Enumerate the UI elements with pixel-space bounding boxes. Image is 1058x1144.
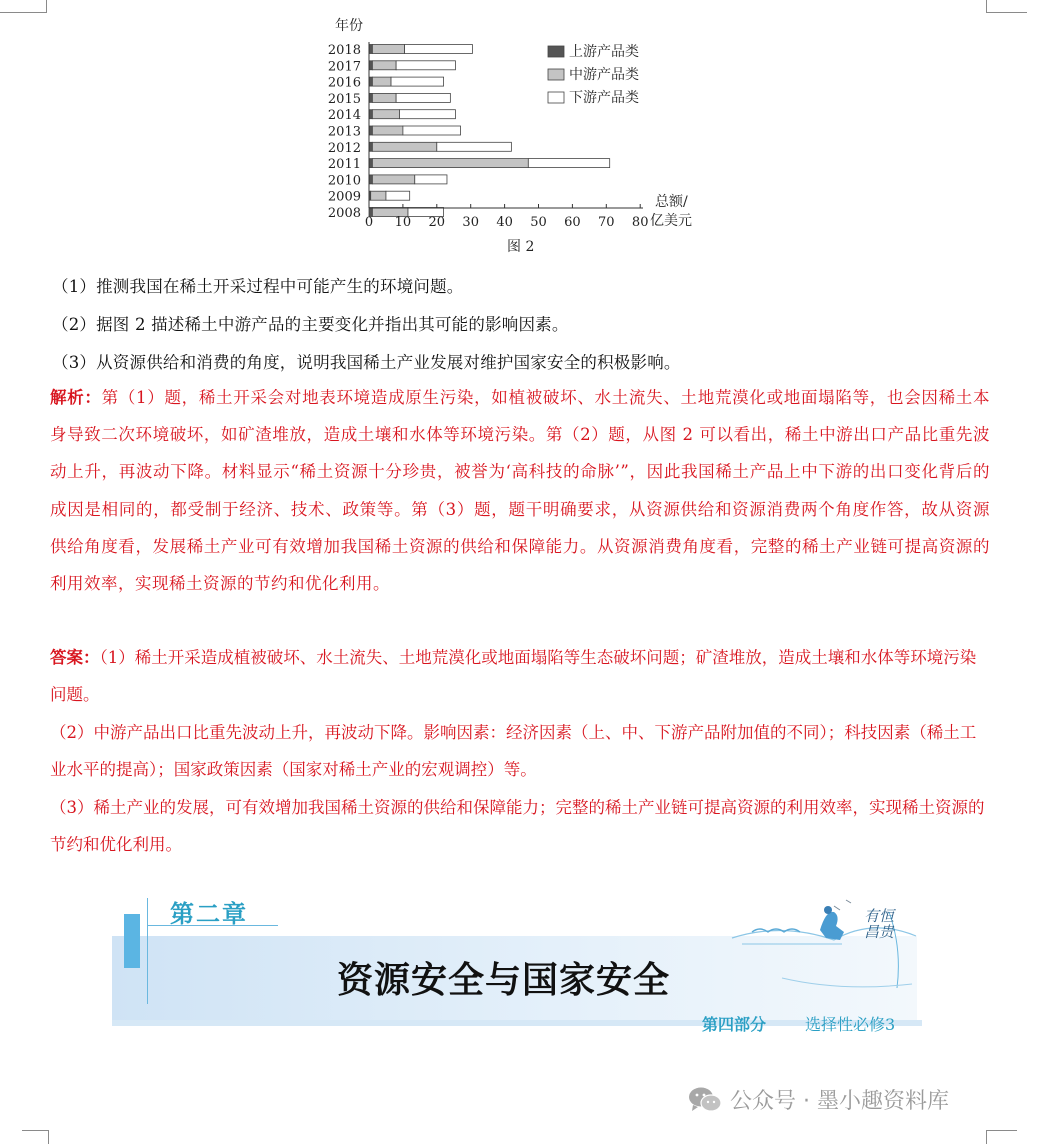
legend-label: 下游产品类 (569, 90, 639, 106)
year-tick-label: 2012 (327, 140, 361, 156)
answer-1 (50, 639, 990, 713)
analysis-label: 解析： (50, 388, 102, 407)
x-axis-label-line2: 亿美元 (650, 213, 692, 229)
year-tick-label: 2018 (327, 43, 361, 58)
bar-segment-3 (528, 159, 609, 168)
crop-mark-top-right (986, 0, 1027, 13)
bar-segment-2 (372, 126, 403, 135)
bar-segment-1 (369, 126, 372, 135)
x-tick-label: 10 (394, 215, 412, 230)
reading-figure-illustration (722, 888, 922, 998)
bar-segment-1 (369, 175, 372, 184)
chart-legend (548, 43, 639, 106)
question-2: （2）据图 2 描述稀土中游产品的主要变化并指出其可能的影响因素。 (52, 315, 569, 334)
export-bar-chart (325, 14, 725, 259)
crop-mark-top-left (0, 0, 47, 13)
banner-accent-block (124, 914, 140, 968)
x-tick-label: 70 (598, 215, 615, 230)
bar-segment-2 (371, 191, 386, 200)
legend-label: 中游产品类 (569, 67, 639, 83)
answer-2: （2）中游产品出口比重先波动上升，再波动下降。影响因素：经济因素（上、中、下游产品附加值的不同）；科技因素（稀土工业水平的提高）；国家政策因素（国家对稀土产业的宏观调控）等。 (50, 723, 977, 779)
bar-segment-1 (369, 45, 372, 54)
x-axis-label-line1: 总额/ (655, 194, 688, 210)
year-tick-label: 2013 (327, 124, 361, 140)
bar-segment-2 (372, 77, 391, 86)
bar-segment-1 (369, 110, 372, 119)
wechat-icon (688, 1086, 722, 1114)
year-tick-label: 2009 (327, 189, 361, 205)
year-tick-label: 2017 (327, 59, 361, 75)
bar-segment-2 (372, 61, 396, 70)
x-tick-label: 80 (631, 215, 649, 230)
legend-swatch (548, 92, 564, 103)
bar-segment-1 (369, 159, 372, 168)
crop-mark-bottom-left (22, 1130, 49, 1144)
bar-segment-2 (372, 142, 436, 151)
bar-segment-2 (372, 175, 414, 184)
bar-segment-1 (369, 77, 372, 86)
chapter-title: 资源安全与国家安全 (337, 959, 671, 1001)
year-tick-label: 2016 (327, 75, 361, 91)
answer-label: 答案： (50, 648, 100, 667)
bar-segment-2 (372, 93, 396, 102)
y-axis-label: 年份 (335, 18, 363, 34)
bar-segment-3 (437, 142, 512, 151)
crop-mark-bottom-right (986, 1130, 1017, 1144)
book-label: 选择性必修3 (805, 1015, 896, 1034)
bar-segment-1 (369, 93, 372, 102)
chapter-label: 第二章 (170, 900, 248, 928)
x-tick-label: 50 (530, 215, 547, 230)
question-1: （1）推测我国在稀土开采过程中可能产生的环境问题。 (52, 277, 464, 296)
years-layer (328, 43, 361, 221)
watermark (688, 1084, 949, 1115)
x-tick-label: 30 (462, 215, 479, 230)
chapter-banner (112, 888, 922, 1034)
bar-segment-3 (415, 175, 447, 184)
bar-segment-1 (369, 61, 372, 70)
bar-segment-3 (396, 93, 450, 102)
x-tick-label: 20 (428, 215, 446, 230)
question-3: （3）从资源供给和消费的角度，说明我国稀土产业发展对维护国家安全的积极影响。 (52, 353, 681, 372)
chart-caption: 图 2 (507, 239, 535, 255)
legend-swatch (548, 69, 564, 80)
year-tick-label: 2010 (327, 173, 361, 189)
watermark-text: 公众号 · 墨小趣资料库 (730, 1089, 949, 1114)
bar-segment-2 (372, 45, 404, 54)
answer-1-text: （1）稀土开采造成植被破坏、水土流失、土地荒漠化或地面塌陷等生态破坏问题；矿渣堆放，造成土壤和水体等环境污染问题。 (50, 648, 977, 704)
analysis-text: 第（1）题，稀土开采会对地表环境造成原生污染，如植被破坏、水土流失、土地荒漠化或地面塌陷等，也会因稀土本身导致二次环境破坏，如矿渣堆放，造成土壤和水体等环境污染。第（2）题，从图 2 可以看出，稀土中游出口产品比重先波动上升，再波动下降。材料显示“稀土资源十分珍贵，被誉为‘高科技的命脉’”，因此我国稀土产品上中下游的出口变化背后的成因是相同的，都受制于经济、技术、政策等。第（3）题，题干明确要求，从资源供给和资源消费两个角度作答，故从资源供给角度看，发展稀土产业可有效增加我国稀土资源的供给和保障能力。从资源消费角度看，完整的稀土产业链可提高资源的利用效率，实现稀土资源的节约和优化利用。 (50, 388, 991, 594)
bar-segment-3 (396, 61, 455, 70)
bar-segment-1 (369, 142, 372, 151)
year-tick-label: 2011 (327, 157, 361, 173)
year-tick-label: 2008 (327, 206, 361, 221)
analysis-block (50, 379, 990, 602)
calligraphy-decoration (864, 907, 895, 941)
legend-swatch (548, 46, 564, 57)
bar-segment-3 (400, 110, 456, 119)
bar-segment-3 (386, 191, 410, 200)
bar-segment-2 (372, 159, 528, 168)
bar-segment-3 (405, 45, 473, 54)
banner-bottom-bar (112, 1020, 922, 1026)
part-label: 第四部分 (702, 1015, 767, 1034)
calligraphy-text: 有恒 昌贵 (864, 907, 895, 941)
legend-label: 上游产品类 (569, 44, 639, 60)
bar-segment-3 (403, 126, 461, 135)
year-tick-label: 2014 (327, 108, 361, 124)
bar-segment-3 (391, 77, 444, 86)
answer-3: （3）稀土产业的发展，可有效增加我国稀土资源的供给和保障能力；完整的稀土产业链可提高资源的利用效率，实现稀土资源的节约和优化利用。 (50, 798, 985, 854)
x-tick-label: 60 (564, 215, 581, 230)
banner-vertical-rule (147, 898, 148, 1004)
x-tick-label: 40 (496, 215, 513, 230)
bar-segment-2 (372, 110, 399, 119)
x-tick-label: 0 (364, 215, 374, 230)
year-tick-label: 2015 (327, 91, 361, 107)
